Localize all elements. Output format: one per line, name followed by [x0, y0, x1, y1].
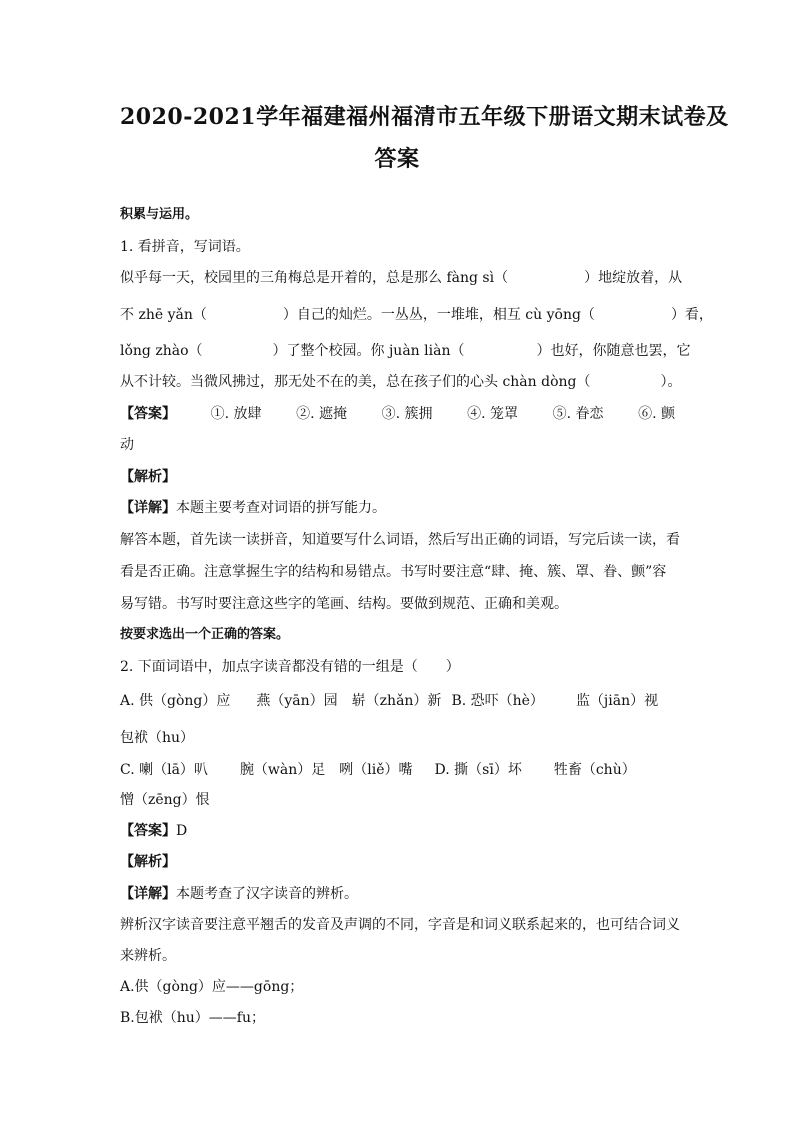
option-c-word: 咧（liě）嘴: [339, 762, 413, 778]
answer-item: ⑤. 眷恋: [552, 406, 604, 422]
detail-label: 【详解】: [120, 500, 176, 516]
option-c-word: C. 喇（lā）叭: [120, 762, 208, 778]
option-a-word: 崭（zhǎn）新: [351, 693, 442, 709]
answer-label: 【答案】: [120, 406, 176, 422]
detail-label: 【详解】: [120, 886, 176, 902]
option-d-word: 牲畜（chù）: [553, 762, 636, 778]
explanation-line: 易写错。书写时要注意这些字的笔画、结构。要做到规范、正确和美观。: [120, 596, 568, 612]
answer-item: ③. 簇拥: [381, 406, 433, 422]
explanation-line: B.包袱（hu）——fu；: [120, 1010, 265, 1026]
option-a-word: 燕（yān）园: [256, 693, 338, 709]
passage-text: 不 zhē yǎn（: [120, 307, 207, 323]
explanation-line: 解答本题，首先读一读拼音，知道要写什么词语，然后写出正确的词语，写完后读一读，看: [120, 532, 680, 548]
detail-line: [120, 498, 386, 518]
explanation-line: 辨析汉字读音要注意平翘舌的发音及声调的不同，字音是和词义联系起来的，也可结合词义: [120, 917, 680, 933]
answer-item: ⑥. 颤: [638, 406, 675, 422]
answer-item: ④. 笼罩: [467, 406, 518, 422]
passage-text: ）看，: [670, 307, 713, 323]
detail-line: [120, 884, 358, 904]
section-heading-2: 按要求选出一个正确的答案。: [120, 627, 290, 642]
question-1-passage-line-2: [120, 305, 713, 325]
question-2-options-row-2: 包袱（hu）: [120, 730, 195, 746]
answer-item: ①. 放肆: [210, 406, 262, 422]
question-1-passage-line-4: [120, 372, 682, 392]
passage-text: 从不计较。当微风拂过，那无处不在的美，总在孩子们的心头 chàn dòng（: [120, 374, 591, 390]
question-2-options-row-4: 憎（zēng）恨: [120, 792, 210, 808]
question-1-passage-line-1: [120, 268, 682, 288]
question-2-options-row-1: [120, 691, 658, 711]
passage-text: ）。: [660, 374, 682, 390]
option-d-word: D. 撕（sī）坏: [434, 762, 522, 778]
question-1-passage-line-3: [120, 341, 690, 361]
option-c-word: 腕（wàn）足: [239, 762, 326, 778]
option-a-word: A. 供（gòng）应: [120, 693, 231, 709]
explanation-line: A.供（gòng）应——gōng；: [120, 979, 304, 995]
passage-text: 似乎每一天，校园里的三角梅总是开着的，总是那么 fàng sì（: [120, 270, 509, 286]
passage-text: ）地绽放着，从: [584, 270, 683, 286]
question-1-stem: 1. 看拼音，写词语。: [120, 239, 250, 255]
detail-text: 本题主要考查对词语的拼写能力。: [176, 500, 386, 516]
question-2-answer: [120, 821, 187, 841]
analysis-label: 【解析】: [120, 854, 176, 870]
section-heading-1: 积累与运用。: [120, 207, 199, 222]
explanation-line: 看是否正确。注意掌握生字的结构和易错点。书写时要注意“肆、掩、簇、罩、眷、颤”容: [120, 564, 667, 580]
answer-continuation: 动: [120, 437, 134, 453]
question-1-answer-row: [120, 404, 675, 424]
answer-item: ②. 遮掩: [296, 406, 347, 422]
explanation-line: 来辨析。: [120, 948, 176, 964]
passage-text: lǒng zhào（: [120, 343, 203, 359]
page-title-line-2: 答案: [374, 146, 420, 172]
detail-text: 本题考查了汉字读音的辨析。: [176, 886, 358, 902]
option-b-word: B. 恐吓（hè）: [451, 693, 544, 709]
analysis-label: 【解析】: [120, 469, 176, 485]
option-b-word: 监（jiān）视: [575, 693, 659, 709]
question-2-stem: 2. 下面词语中，加点字读音都没有错的一组是（ ）: [120, 659, 460, 675]
passage-text: ）也好，你随意也罢，它: [536, 343, 691, 359]
passage-text: ）自己的灿烂。一丛丛，一堆堆，相互 cù yōng（: [282, 307, 595, 323]
question-2-options-row-3: [120, 760, 636, 780]
passage-text: ）了整个校园。你 juàn liàn（: [272, 343, 465, 359]
answer-label: 【答案】: [120, 823, 176, 839]
page-title-line-1: 2020-2021学年福建福州福清市五年级下册语文期末试卷及: [120, 104, 729, 130]
answer-value: D: [176, 823, 188, 839]
